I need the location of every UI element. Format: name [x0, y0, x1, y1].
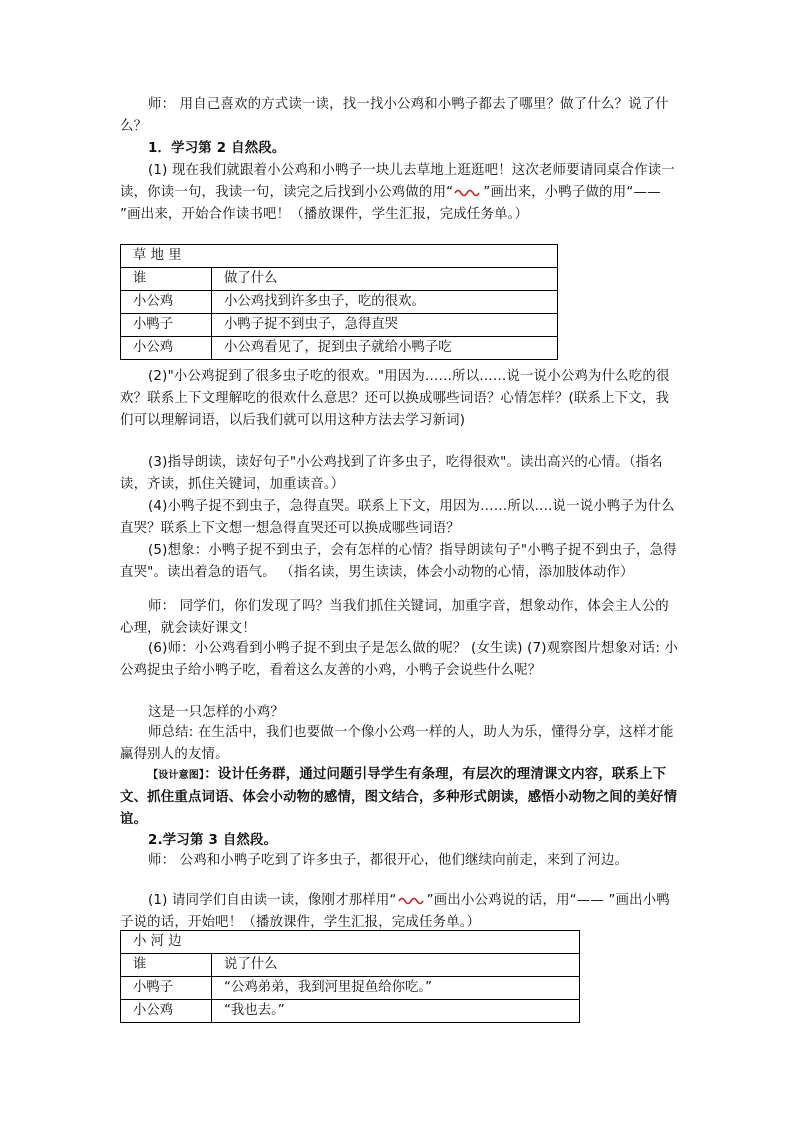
table-row: [121, 977, 580, 1000]
table-riverside-header-said: 说了什么: [212, 954, 580, 977]
paragraph-question-4: (4)小鸭子捉不到虫子，急得直哭。联系上下文，用因为……所以….说一说小鸭子为什么直哭？联系上下文想一想急得直哭还可以换成哪些词语？: [120, 499, 675, 536]
table-grassland-header-action: 做了什么: [212, 268, 558, 291]
table-cell: 小公鸡: [121, 1000, 212, 1023]
design-intent-tag: 【设计意图】: [148, 770, 205, 781]
paragraph-question-2: (2)"小公鸡捉到了很多虫子吃的很欢。"用因为……所以……说一说小公鸡为什么吃的很欢？联系上下文理解吃的很欢什么意思？还可以换成哪些词语？心情怎样？(联系上下文，我们可以理解词语，以后我们就可以用这种方法去学习新词): [120, 369, 670, 428]
table-riverside: [120, 930, 580, 1023]
table-cell: “我也去。”: [212, 1000, 580, 1023]
paragraph-question-chicken: 这是一只怎样的小鸡？: [148, 705, 284, 720]
design-intent-text: ：设计任务群，通过问题引导学生有条理，有层次的理清课文内容，联系上下文、抓住重点词语、体会小动物的感情，图文结合，多种形式朗读，感悟小动物之间的美好情谊。: [120, 767, 678, 827]
paragraph-task-2-part-b: ”画出小公鸡说的话，用“—— ”画出小鸭子说的话，开始吧！（播放课件，学生汇报，完成任务单。）: [120, 893, 670, 930]
paragraph-design-intent: [120, 764, 680, 831]
table-grassland: [120, 244, 558, 360]
table-cell: 小鸭子: [121, 314, 212, 337]
table-grassland-header-who: 谁: [121, 268, 212, 291]
wavy-line-icon: [453, 187, 483, 197]
paragraph-question-5: (5)想象：小鸭子捉不到虫子，会有怎样的心情？指导朗读句子"小鸭子捉不到虫子，急得直哭"。读出着急的语气。 （指名读，男生读读，体会小动物的心情，添加肢体动作）: [120, 543, 677, 580]
paragraph-task-1-part-a: (1) 现在我们就跟着小公鸡和小鸭子一块儿去草地上逛逛吧！这次老师要请同桌合作读一读，你读一句，我读一句，读完之后找到小公鸡做的用“: [120, 163, 675, 200]
paragraph-task-2: [120, 890, 680, 934]
table-riverside-title: 小 河 边: [121, 931, 580, 954]
table-cell: 小公鸡找到许多虫子，吃的很欢。: [212, 291, 558, 314]
table-cell: 小公鸡看见了，捉到虫子就给小鸭子吃: [212, 337, 558, 360]
paragraph-task-1-part-b: ”画出来，小鸭子做的用“—— ”画出来，开始合作读书吧！（播放课件，学生汇报，完成任务单。）: [120, 185, 661, 222]
table-cell: 小鸭子: [121, 977, 212, 1000]
table-cell: 小鸭子捉不到虫子，急得直哭: [212, 314, 558, 337]
table-row: [121, 291, 558, 314]
paragraph-teacher-conclusion: 师总结: 在生活中，我们也要做一个像小公鸡一样的人，助人为乐，懂得分享，这样才能赢得别人的友情。: [120, 725, 674, 762]
paragraph-riverside-intro: 师： 公鸡和小鸭子吃到了许多虫子，都很开心，他们继续向前走，来到了河边。: [148, 853, 629, 868]
wavy-line-icon: [397, 895, 427, 905]
table-row: [121, 337, 558, 360]
paragraph-question-3: (3)指导朗读，读好句子"小公鸡找到了许多虫子，吃得很欢"。读出高兴的心情。（指名读，齐读，抓住关键词，加重读音。）: [120, 455, 663, 492]
paragraph-task-2-part-a: (1) 请同学们自由读一读，像刚才那样用“: [148, 893, 397, 908]
paragraph-question-6: (6)师：小公鸡看到小鸭子捉不到虫子是怎么做的呢？ (女生读) (7)观察图片想象对话: 小公鸡捉虫子给小鸭子吃，看着这么友善的小鸡，小鸭子会说些什么呢？: [120, 641, 679, 678]
table-grassland-title: 草 地 里: [121, 245, 558, 268]
table-row: [121, 1000, 580, 1023]
table-cell: 小公鸡: [121, 337, 212, 360]
paragraph-intro: 师： 用自己喜欢的方式读一读，找一找小公鸡和小鸭子都去了哪里？做了什么？说了什么？: [120, 97, 669, 134]
table-cell: “公鸡弟弟，我到河里捉鱼给你吃。”: [212, 977, 580, 1000]
table-riverside-header-who: 谁: [121, 954, 212, 977]
paragraph-task-1: [120, 160, 680, 226]
table-cell: 小公鸡: [121, 291, 212, 314]
table-row: [121, 314, 558, 337]
paragraph-teacher-summary: 师： 同学们，你们发现了吗？当我们抓住关键词，加重字音，想象动作，体会主人公的心理，就会读好课文！: [120, 599, 669, 636]
heading-section-1: 1．学习第 2 自然段。: [148, 141, 286, 156]
heading-section-2: 2.学习第 3 自然段。: [148, 833, 278, 848]
